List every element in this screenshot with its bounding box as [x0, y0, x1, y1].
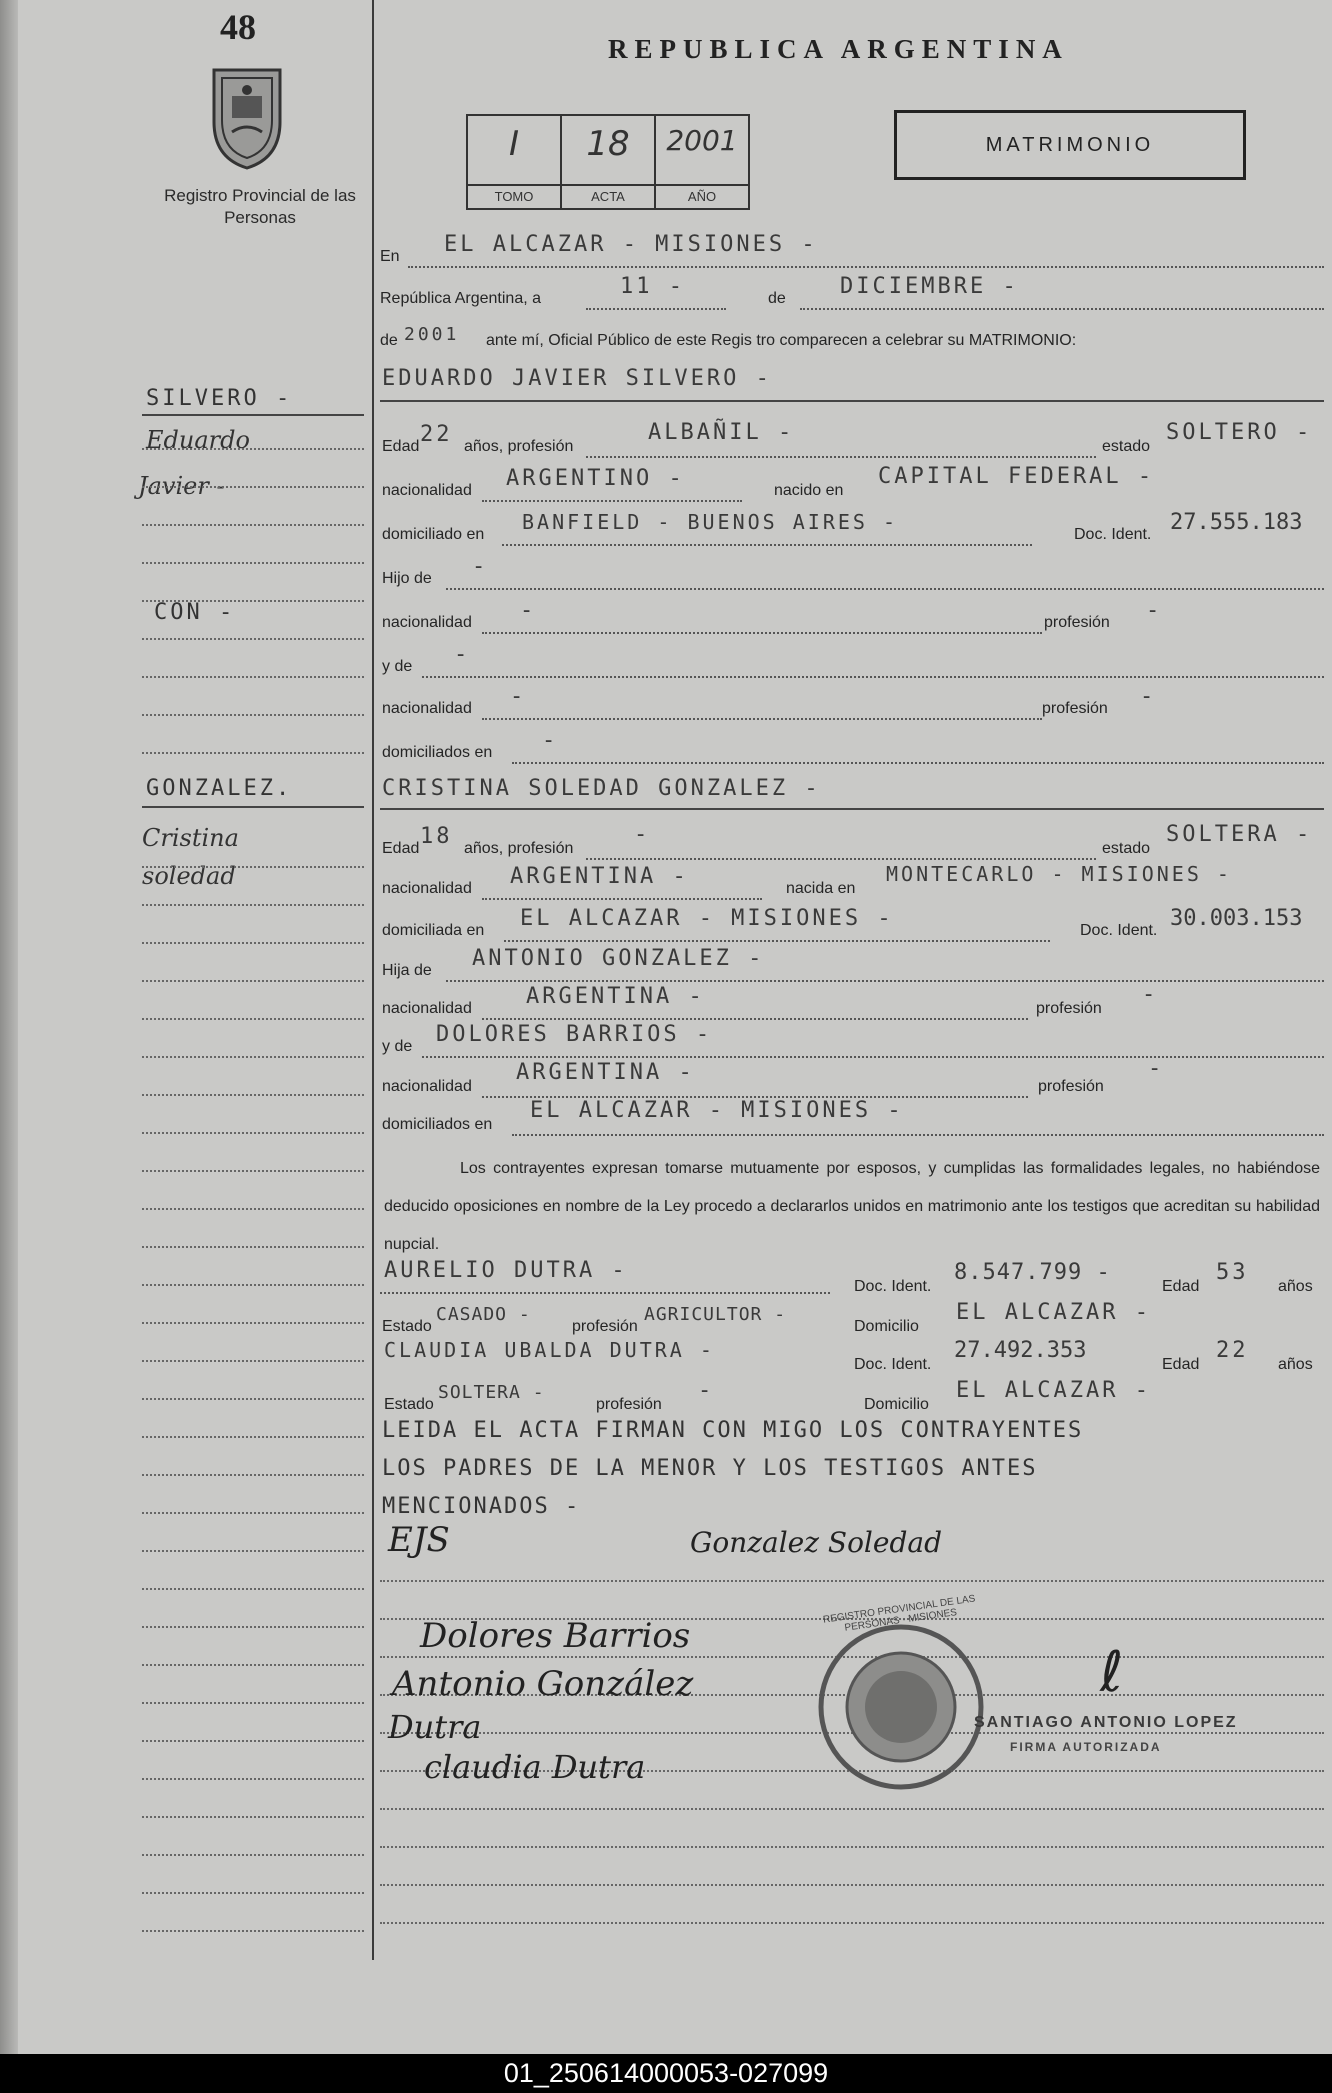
ano-label: AÑO	[656, 184, 748, 208]
signature-line	[380, 1922, 1324, 1924]
groom-nationality: ARGENTINO -	[506, 466, 685, 491]
document-title: REPUBLICA ARGENTINA	[608, 34, 1069, 64]
closing-line-2: LOS PADRES DE LA MENOR Y LOS TESTIGOS ANTES	[382, 1456, 1038, 1481]
bride-name-row	[380, 766, 1324, 810]
father-line	[446, 588, 1324, 590]
margin-line	[142, 942, 364, 944]
year-prefix: de	[380, 332, 398, 349]
nacionalidad-label: nacionalidad	[382, 614, 472, 631]
margin-line	[142, 1056, 364, 1058]
margin-groom-second: Javier -	[138, 472, 225, 500]
official-title: FIRMA AUTORIZADA	[1010, 1740, 1162, 1754]
domiciliada-label: domiciliada en	[382, 922, 485, 939]
margin-line	[142, 1702, 364, 1704]
bride-name-rule	[380, 808, 1324, 810]
bride-profession: -	[634, 822, 651, 847]
margin-line	[142, 1360, 364, 1362]
profesion-label: profesión	[572, 1318, 638, 1335]
anos-label: años, profesión	[464, 840, 574, 857]
father-signature: Antonio González	[392, 1664, 694, 1704]
marriage-day: 11 -	[620, 274, 685, 299]
groom-age: 22	[420, 422, 453, 447]
margin-connector: CON -	[154, 600, 236, 625]
witness2-detail-row	[380, 1374, 1324, 1418]
groom-profession: ALBAÑIL -	[648, 420, 795, 445]
statement-paragraph	[384, 1150, 1320, 1264]
margin-line	[142, 1474, 364, 1476]
margin-line	[142, 980, 364, 982]
margin-line	[142, 1132, 364, 1134]
bride-nationality: ARGENTINA -	[510, 864, 689, 889]
en-label: En	[380, 248, 400, 265]
closing-line-3: MENCIONADOS -	[382, 1494, 581, 1519]
estado-label: Estado	[384, 1396, 434, 1413]
doc-label: Doc. Ident.	[854, 1278, 932, 1295]
marriage-place: EL ALCAZAR - MISIONES -	[444, 232, 818, 257]
profession-line	[586, 858, 1096, 860]
day-line	[586, 308, 726, 310]
nacionalidad-label: nacionalidad	[382, 700, 472, 717]
bride-birthplace: MONTECARLO - MISIONES -	[886, 862, 1232, 886]
bride-mother-profession: -	[1148, 1056, 1165, 1081]
groom-name-rule	[380, 400, 1324, 402]
domicilio-label: Domicilio	[864, 1396, 929, 1413]
tomo-cell	[468, 116, 562, 208]
margin-line	[142, 486, 364, 488]
mother-nat-line	[482, 718, 1042, 720]
nacionalidad-label: nacionalidad	[382, 1078, 472, 1095]
registry-label: Registro Provincial de las Personas	[164, 186, 356, 227]
margin-bride-second: soledad	[142, 862, 236, 890]
father-nat-line	[482, 632, 1042, 634]
bride-age: 18	[420, 824, 453, 849]
intro-place-row	[380, 228, 1324, 272]
witness-line	[380, 1292, 830, 1294]
parents-address-line	[512, 762, 1324, 764]
profesion-label: profesión	[1038, 1078, 1104, 1095]
acta-value: 18	[586, 124, 630, 164]
groom-birthplace: CAPITAL FEDERAL -	[878, 464, 1155, 489]
margin-line	[142, 1930, 364, 1932]
groom-name-row	[380, 360, 1324, 404]
address-line	[504, 940, 1050, 942]
yde-label: y de	[382, 658, 413, 675]
margin-line	[142, 1398, 364, 1400]
groom-mother-nat-row	[380, 682, 1324, 726]
nationality-line	[482, 898, 762, 900]
nacionalidad-label: nacionalidad	[382, 1000, 472, 1017]
intro-date-row	[380, 270, 1324, 314]
scan-id-footer: 01_250614000053-027099	[0, 2054, 1332, 2093]
address-line	[502, 544, 1032, 546]
groom-mother: -	[454, 642, 471, 667]
parents-address-line	[512, 1134, 1324, 1136]
de-label: de	[768, 290, 786, 307]
domiciliados-label: domiciliados en	[382, 1116, 493, 1133]
ante-text: ante mí, Oficial Público de este Regis tro comparecen a celebrar su MATRIMONIO:	[486, 332, 1077, 349]
margin-line	[142, 1816, 364, 1818]
closing-line-1: LEIDA EL ACTA FIRMAN CON MIGO LOS CONTRAYENTES	[382, 1418, 1084, 1443]
document-type-box: MATRIMONIO	[894, 110, 1246, 180]
witness1-status: CASADO -	[436, 1304, 531, 1325]
margin-line	[142, 1322, 364, 1324]
margin-line	[142, 1588, 364, 1590]
witness1-profession: AGRICULTOR -	[644, 1304, 787, 1325]
groom-mother-row	[380, 640, 1324, 684]
acta-label: ACTA	[562, 184, 654, 208]
groom-address-row	[380, 508, 1324, 552]
margin-line	[142, 1170, 364, 1172]
bride-father: ANTONIO GONZALEZ -	[472, 946, 765, 971]
republica-label: República Argentina, a	[380, 290, 541, 307]
groom-nationality-row	[380, 464, 1324, 508]
witness1-address: EL ALCAZAR -	[956, 1300, 1151, 1325]
anos-label: años	[1278, 1356, 1313, 1373]
witness2-profession: -	[698, 1378, 715, 1403]
nacido-label: nacido en	[774, 482, 844, 499]
margin-line	[142, 1550, 364, 1552]
tomo-value: I	[508, 124, 520, 164]
bride-address-row	[380, 904, 1324, 948]
marriage-year: 2001	[404, 324, 460, 345]
stamp-text: REGISTRO PROVINCIAL DE LAS PERSONAS · MISIONES	[822, 1593, 977, 1634]
groom-full-name: EDUARDO JAVIER SILVERO -	[382, 366, 772, 391]
profesion-label: profesión	[596, 1396, 662, 1413]
margin-line	[142, 866, 364, 868]
page-number: 48	[220, 7, 256, 47]
groom-father-nat-row	[380, 596, 1324, 640]
witness2-age: 22	[1216, 1338, 1249, 1363]
margin-groom-surname: SILVERO -	[146, 386, 293, 411]
margin-rule	[142, 806, 364, 808]
marriage-month: DICIEMBRE -	[840, 274, 1019, 299]
groom-signature: EJS	[388, 1520, 450, 1560]
signature-line	[380, 1884, 1324, 1886]
groom-father-nationality: -	[520, 598, 537, 623]
doc-label: Doc. Ident.	[1074, 526, 1152, 543]
bride-nationality-row	[380, 862, 1324, 906]
witness1-age: 53	[1216, 1260, 1249, 1285]
groom-mother-nationality: -	[510, 684, 527, 709]
groom-age-row	[380, 420, 1324, 464]
intro-year-row	[380, 316, 1324, 360]
hija-label: Hija de	[382, 962, 432, 979]
bride-mother: DOLORES BARRIOS -	[436, 1022, 713, 1047]
margin-line	[142, 1854, 364, 1856]
groom-parents-address-row	[380, 726, 1324, 770]
profesion-label: profesión	[1042, 700, 1108, 717]
official-stamp-icon	[816, 1622, 986, 1792]
witness1-name: AURELIO DUTRA -	[384, 1258, 628, 1283]
tomo-label: TOMO	[468, 184, 560, 208]
margin-bride-first: Cristina	[142, 824, 239, 852]
witness1-row	[380, 1256, 1324, 1300]
yde-label: y de	[382, 1038, 413, 1055]
bride-doc: 30.003.153	[1170, 906, 1303, 931]
margin-line	[142, 1284, 364, 1286]
witness1-signature: Dutra	[388, 1708, 482, 1746]
margin-line	[142, 1778, 364, 1780]
signature-line	[380, 1808, 1324, 1810]
bride-signature: Gonzalez Soledad	[690, 1526, 942, 1559]
groom-parents-address: -	[542, 728, 559, 753]
margin-line	[142, 562, 364, 564]
margin-line	[142, 600, 364, 602]
edad-label: Edad	[382, 840, 420, 857]
estado-label: Estado	[382, 1318, 432, 1335]
margin-line	[142, 1626, 364, 1628]
margin-bride-surname: GONZALEZ.	[146, 776, 293, 801]
groom-father: -	[472, 554, 489, 579]
bride-mother-nationality: ARGENTINA -	[516, 1060, 695, 1085]
ano-value: 2001	[666, 124, 738, 157]
mother-line	[422, 676, 1324, 678]
groom-doc: 27.555.183	[1170, 510, 1303, 535]
edad-label: Edad	[1162, 1278, 1200, 1295]
hijo-label: Hijo de	[382, 570, 432, 587]
statement-text: Los contrayentes expresan tomarse mutuamente por esposos, y cumplidas las formalidades legales, no habiéndose deducido oposiciones en nombre de la Ley procedo a declararlos unidos en matrimonio ante los testigos que acreditan su habilidad nupcial.	[384, 1160, 1320, 1253]
official-signature: ℓ	[1100, 1640, 1124, 1705]
groom-mother-profession: -	[1140, 684, 1157, 709]
witness2-status: SOLTERA -	[438, 1382, 545, 1403]
margin-line	[142, 676, 364, 678]
witness2-doc: 27.492.353	[954, 1338, 1087, 1363]
bride-mother-row	[380, 1020, 1324, 1064]
margin-groom-first: Eduardo	[146, 426, 250, 454]
nacionalidad-label: nacionalidad	[382, 880, 472, 897]
anos-label: años	[1278, 1278, 1313, 1295]
estado-label: estado	[1102, 840, 1151, 857]
month-line	[800, 308, 1324, 310]
profesion-label: profesión	[1036, 1000, 1102, 1017]
bride-father-nationality: ARGENTINA -	[526, 984, 705, 1009]
profession-line	[586, 456, 1096, 458]
official-name: SANTIAGO ANTONIO LOPEZ	[974, 1714, 1238, 1731]
witness1-doc: 8.547.799 -	[954, 1260, 1111, 1285]
groom-father-row	[380, 552, 1324, 596]
domiciliado-label: domiciliado en	[382, 526, 485, 543]
margin-line	[142, 1094, 364, 1096]
acta-cell	[562, 116, 656, 208]
margin-rule	[142, 414, 364, 416]
estado-label: estado	[1102, 438, 1151, 455]
doc-label: Doc. Ident.	[1080, 922, 1158, 939]
groom-address: BANFIELD - BUENOS AIRES -	[522, 510, 899, 534]
groom-father-profession: -	[1146, 598, 1163, 623]
margin-line	[142, 752, 364, 754]
mother-line	[422, 1056, 1324, 1058]
witness2-row	[380, 1334, 1324, 1378]
page-binding	[0, 0, 18, 2054]
bride-father-profession: -	[1142, 982, 1159, 1007]
margin-line	[142, 1740, 364, 1742]
margin-line	[142, 1512, 364, 1514]
doc-label: Doc. Ident.	[854, 1356, 932, 1373]
domicilio-label: Domicilio	[854, 1318, 919, 1335]
margin-divider	[372, 0, 374, 1960]
margin-line	[142, 1018, 364, 1020]
margin-line	[142, 1664, 364, 1666]
edad-label: Edad	[1162, 1356, 1200, 1373]
signature-line	[380, 1580, 1324, 1582]
bride-full-name: CRISTINA SOLEDAD GONZALEZ -	[382, 776, 821, 801]
mother-signature: Dolores Barrios	[420, 1616, 691, 1656]
edad-label: Edad	[382, 438, 420, 455]
domiciliados-label: domiciliados en	[382, 744, 493, 761]
margin-line	[142, 448, 364, 450]
margin-line	[142, 714, 364, 716]
margin-line	[142, 1246, 364, 1248]
margin-line	[142, 1208, 364, 1210]
groom-civil-status: SOLTERO -	[1166, 420, 1313, 445]
bride-age-row	[380, 822, 1324, 866]
margin-line	[142, 904, 364, 906]
nacionalidad-label: nacionalidad	[382, 482, 472, 499]
bride-parents-address-row	[380, 1098, 1324, 1142]
nacida-label: nacida en	[786, 880, 856, 897]
place-line	[408, 266, 1324, 268]
bride-civil-status: SOLTERA -	[1166, 822, 1313, 847]
witness2-signature: claudia Dutra	[424, 1748, 646, 1786]
anos-label: años, profesión	[464, 438, 574, 455]
margin-line	[142, 1436, 364, 1438]
witness2-name: CLAUDIA UBALDA DUTRA -	[384, 1338, 715, 1362]
witness2-address: EL ALCAZAR -	[956, 1378, 1151, 1403]
bride-parents-address: EL ALCAZAR - MISIONES -	[530, 1098, 904, 1123]
bride-address: EL ALCAZAR - MISIONES -	[520, 906, 894, 931]
book-reference-box	[466, 114, 750, 210]
margin-line	[142, 1892, 364, 1894]
profesion-label: profesión	[1044, 614, 1110, 631]
ano-cell	[656, 116, 748, 208]
nationality-line	[482, 500, 742, 502]
signature-line	[380, 1846, 1324, 1848]
misiones-emblem-icon	[206, 62, 288, 172]
margin-line	[142, 638, 364, 640]
margin-line	[142, 524, 364, 526]
